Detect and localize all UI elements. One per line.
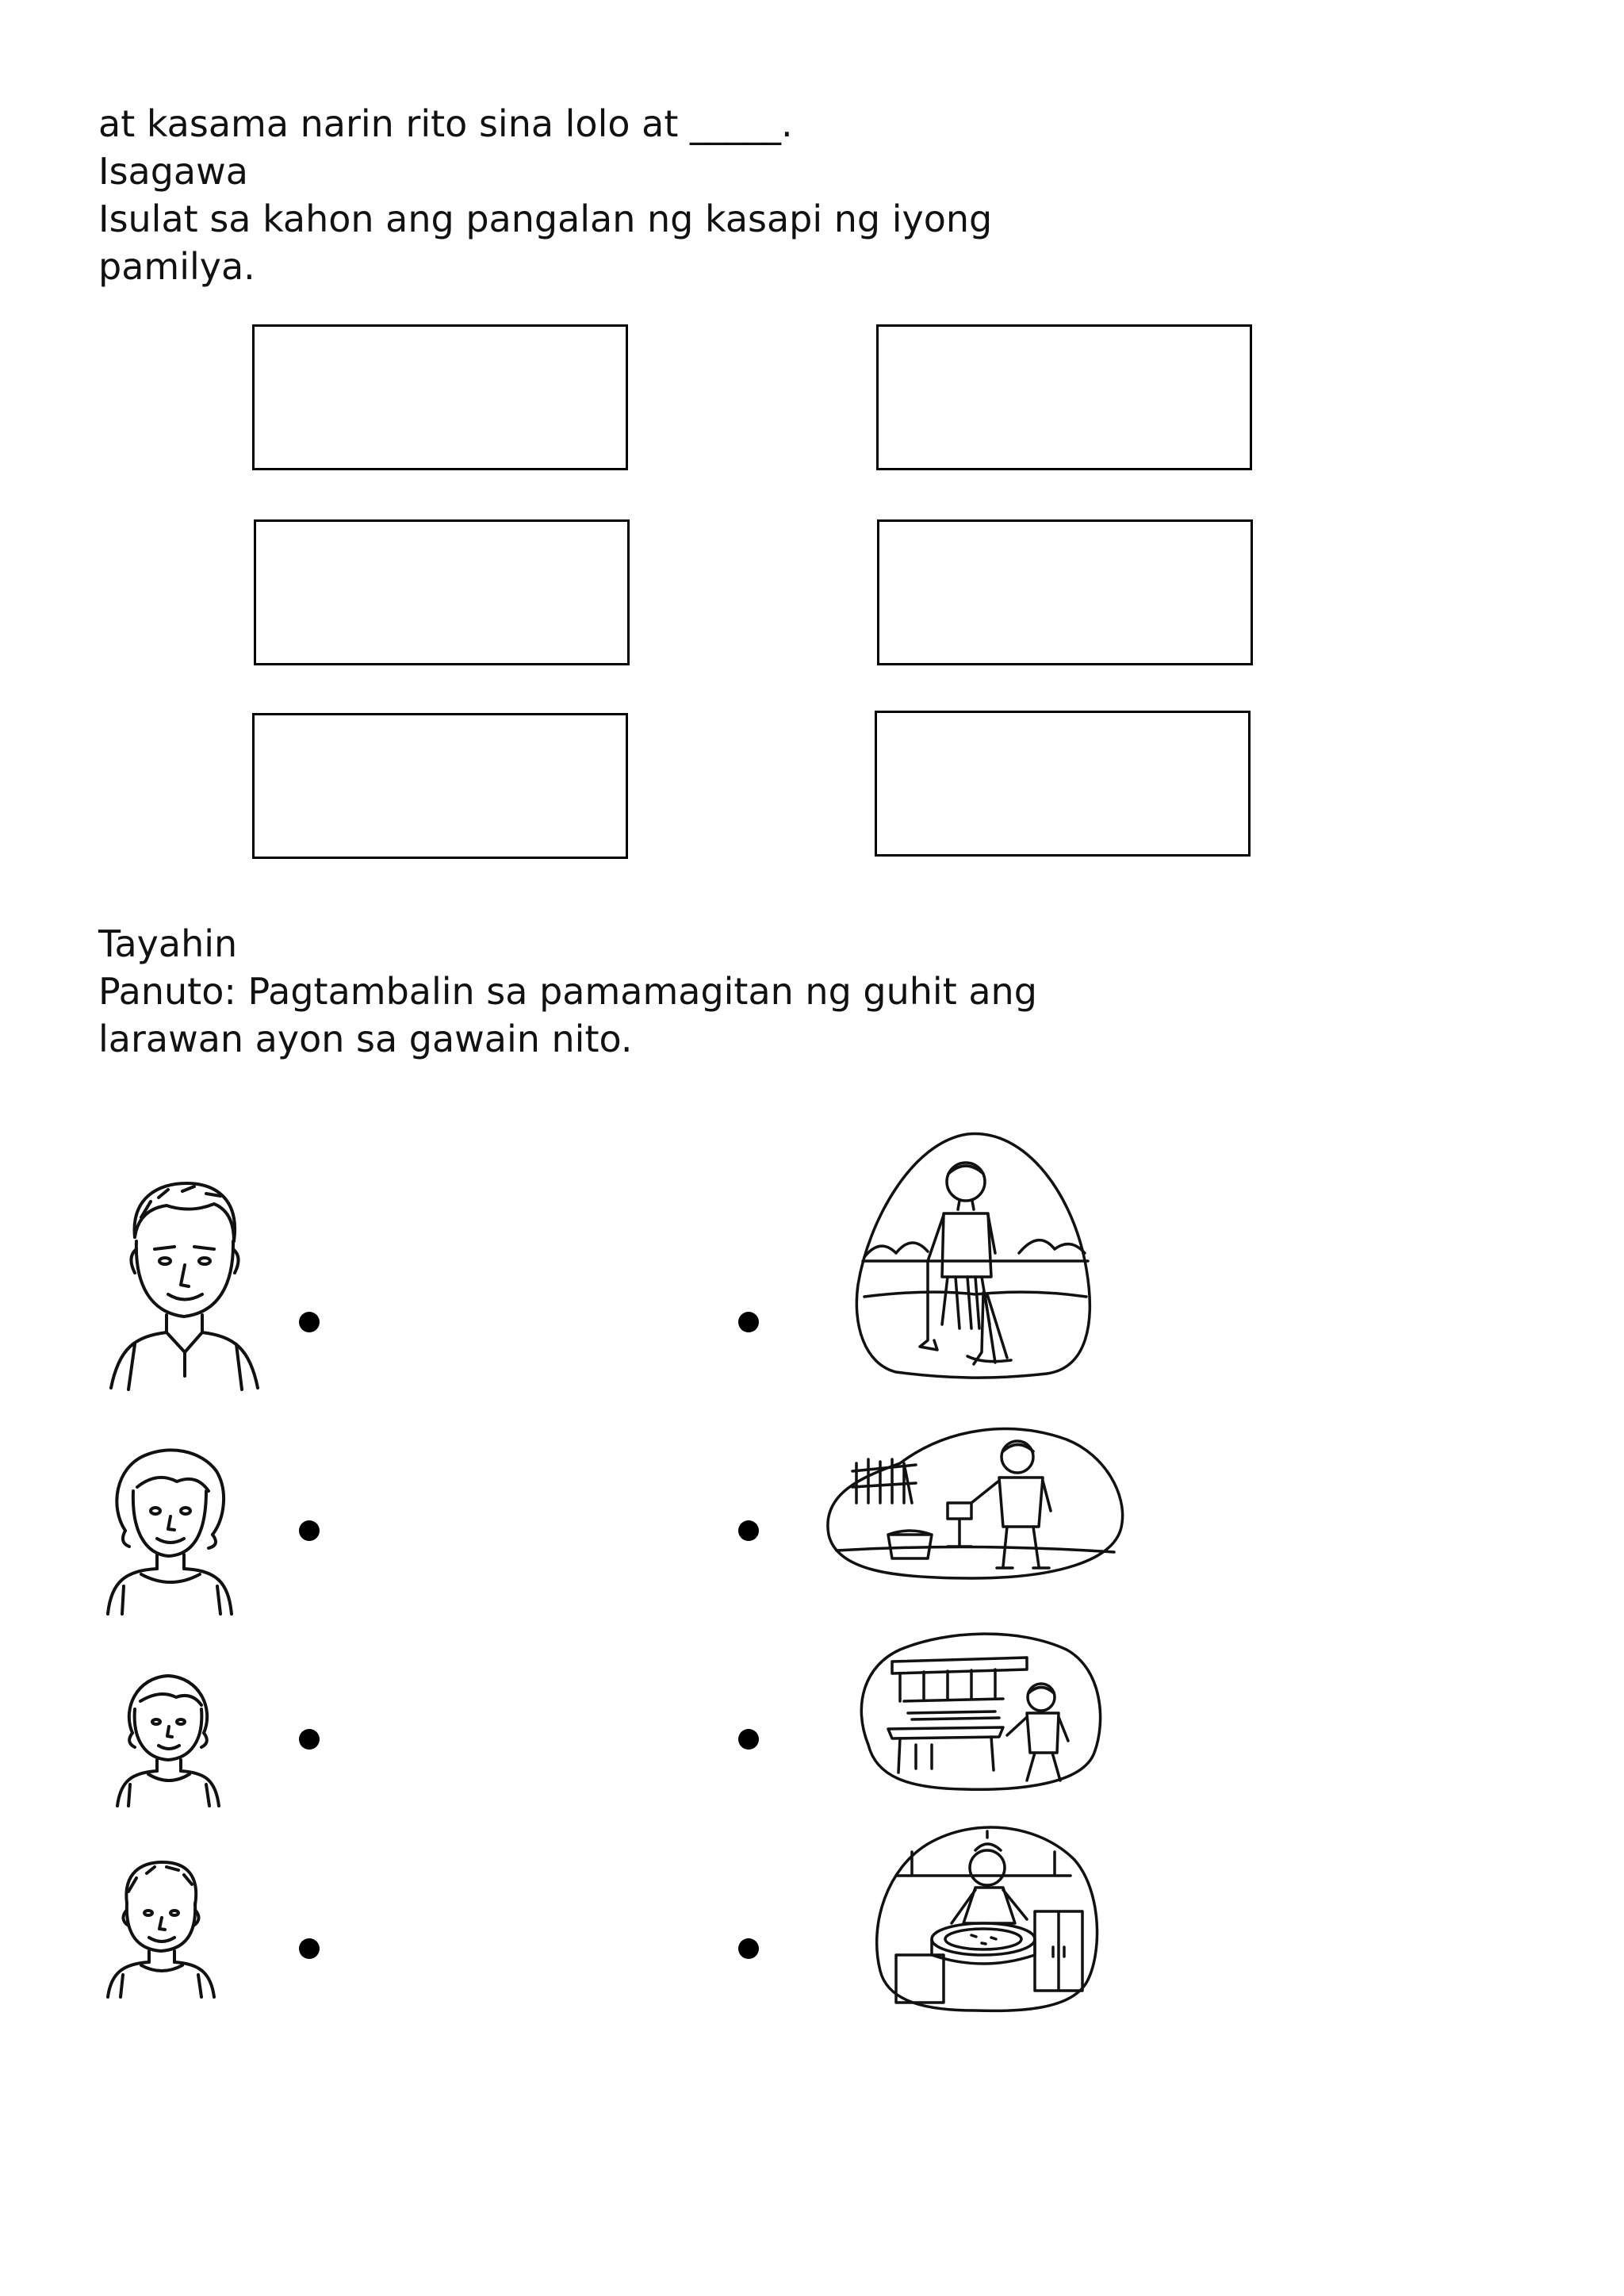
tayahin-heading: Tayahin xyxy=(98,922,238,965)
son-portrait-icon xyxy=(103,1856,218,1999)
tayahin-instruction-line-1: Panuto: Pagtambalin sa pamamagitan ng guhit ang xyxy=(98,970,1037,1013)
left-dot-3[interactable] xyxy=(299,1729,320,1750)
isagawa-instruction-line-1: Isulat sa kahon ang pangalan ng kasapi ng iyong xyxy=(98,197,993,240)
answer-box-1[interactable] xyxy=(252,324,628,470)
left-dot-4[interactable] xyxy=(299,1938,320,1959)
isagawa-heading: Isagawa xyxy=(98,150,248,193)
left-dot-2[interactable] xyxy=(299,1520,320,1541)
right-dot-3[interactable] xyxy=(738,1729,759,1750)
tayahin-instruction-line-2: larawan ayon sa gawain nito. xyxy=(98,1018,633,1060)
answer-box-2[interactable] xyxy=(876,324,1252,470)
right-dot-1[interactable] xyxy=(738,1312,759,1332)
father-portrait-icon xyxy=(103,1174,266,1392)
daughter-portrait-icon xyxy=(113,1669,224,1808)
fill-in-sentence: at kasama narin rito sina lolo at _____. xyxy=(98,102,793,145)
boy-cleaning-table-icon xyxy=(845,1626,1106,1792)
answer-box-5[interactable] xyxy=(252,713,628,859)
answer-box-6[interactable] xyxy=(875,711,1251,857)
right-dot-2[interactable] xyxy=(738,1520,759,1541)
isagawa-instruction-line-2: pamilya. xyxy=(98,245,255,288)
mother-portrait-icon xyxy=(102,1443,236,1618)
answer-box-4[interactable] xyxy=(877,519,1253,665)
woman-cooking-icon xyxy=(864,1820,1102,2014)
answer-box-3[interactable] xyxy=(254,519,630,665)
girl-sweeping-icon xyxy=(848,1126,1102,1388)
left-dot-1[interactable] xyxy=(299,1312,320,1332)
right-dot-4[interactable] xyxy=(738,1938,759,1959)
man-working-outdoors-icon xyxy=(813,1416,1130,1582)
